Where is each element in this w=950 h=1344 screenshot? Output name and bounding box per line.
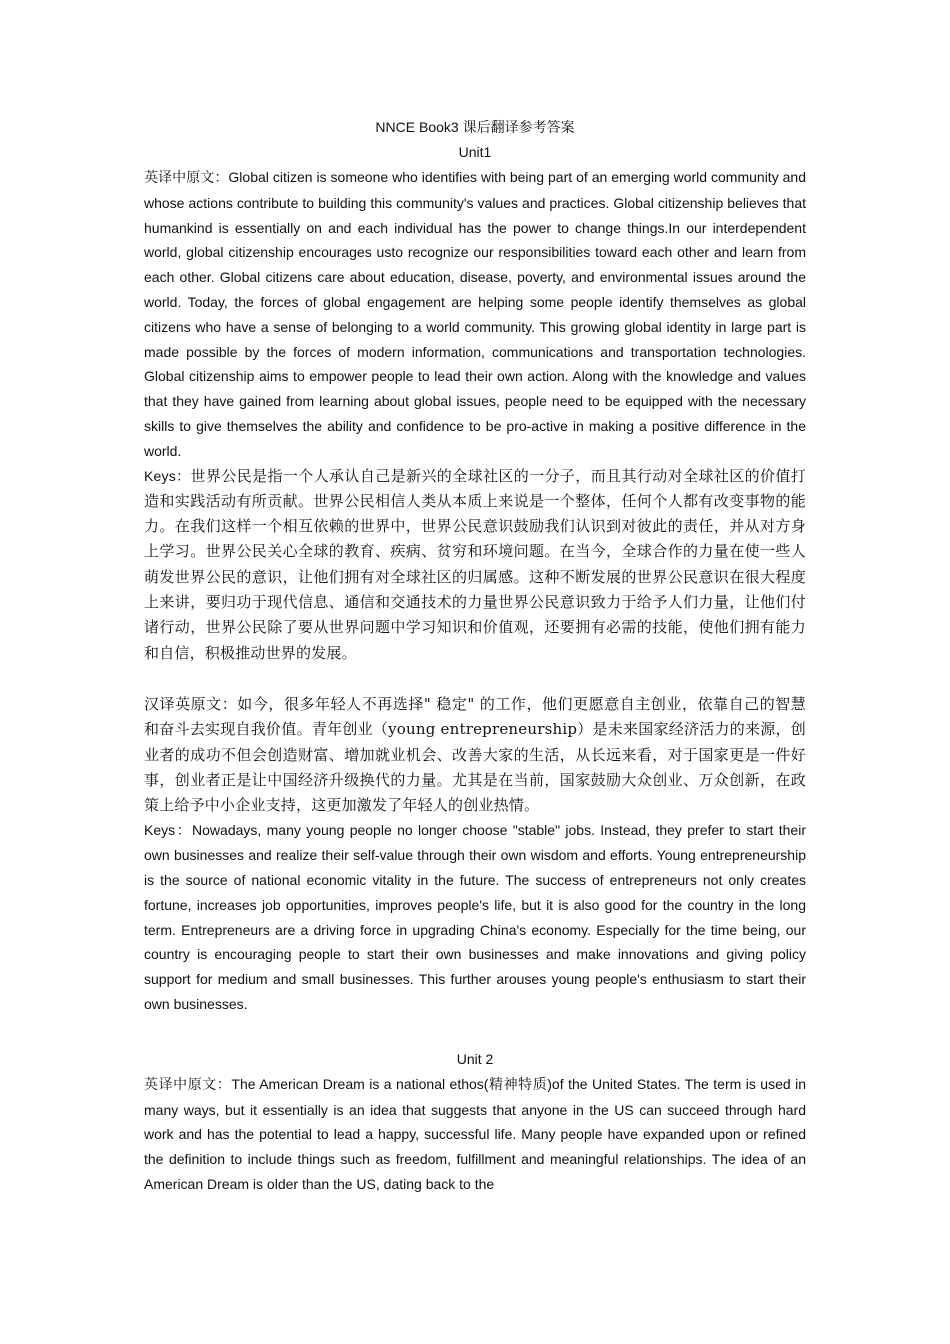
unit1-zh-source-paragraph <box>144 692 806 818</box>
unit1-zh-source-text: 如今，很多年轻人不再选择" 稳定" 的工作，他们更愿意自主创业，依靠自己的智慧和奋斗去实现自我价值。青年创业（young entrepreneurship）是未来国家经济活力的来源，创业者的成功不但会创造财富、增加就业机会、改善大家的生活，从长远来看，对于国家更是一件好事，创业者正是让中国经济升级换代的力量。尤其是在当前，国家鼓励大众创业、万众创新，在政策上给予中小企业支持，这更加激发了年轻人的创业热情。 <box>144 694 806 815</box>
document-page <box>144 115 806 1197</box>
unit2-heading: Unit 2 <box>456 1050 494 1067</box>
unit1-keys2-text: Nowadays, many young people no longer choose "stable" jobs. Instead, they prefer to start their own businesses and realize their self-value through their own wisdom and efforts. Young entrepreneurship is the source of national economic vitality in the future. The success of entrepreneurs not only creates fortune, increases job opportunities, improves people's life, but it is also good for the country in the long term. Entrepreneurs are a driving force in upgrading China's economy. Especially for the time being, our country is encouraging people to start their own businesses and make innovations and giving policy support for medium and small businesses. This further arouses young people's enthusiasm to start their own businesses. <box>144 822 806 1012</box>
unit2-en-source-paragraph <box>144 1072 806 1197</box>
unit1-keys2-label: Keys： <box>144 822 193 839</box>
document-title: NNCE Book3 课后翻译参考答案 <box>375 119 575 135</box>
unit1-keys2-paragraph <box>144 818 806 1016</box>
unit1-keys1-text: 世界公民是指一个人承认自己是新兴的全球社区的一分子，而且其行动对全球社区的价值打造和实践活动有所贡献。世界公民相信人类从本质上来说是一个整体，任何个人都有改变事物的能力。在我们这样一个相互依赖的世界中，世界公民意识鼓励我们认识到对彼此的责任，并从对方身上学习。世界公民关心全球的教育、疾病、贫穷和环境问题。在当今，全球合作的力量在使一些人萌发世界公民的意识，让他们拥有对全球社区的归属感。这种不断发展的世界公民意识在很大程度上来讲，要归功于现代信息、通信和交通技术的力量世界公民意识致力于给予人们力量，让他们付诸行动，世界公民除了要从世界问题中学习知识和价值观，还要拥有必需的技能，使他们拥有能力和自信，积极推动世界的发展。 <box>144 466 806 662</box>
paragraph-spacer <box>144 1017 806 1047</box>
unit1-keys1-label: Keys： <box>144 467 191 484</box>
unit1-zh-source-label: 汉译英原文： <box>144 694 238 713</box>
unit1-keys1-paragraph <box>144 464 806 666</box>
unit2-en-source-text: The American Dream is a national ethos(精神特质)of the United States. The term is used in many ways, but it essentially is an idea that suggests that anyone in the US can succeed through hard work and has the potential to lead a happy, successful life. Many people have expanded upon or refined the definition to include things such as freedom, fulfillment and meaningful relationships. The idea of an American Dream is older than the US, dating back to the <box>144 1075 806 1192</box>
unit1-heading: Unit1 <box>458 144 492 160</box>
unit1-en-source-paragraph <box>144 165 806 464</box>
unit2-en-source-label: 英译中原文： <box>144 1076 232 1093</box>
unit1-en-source-text: Global citizen is someone who identifies with being part of an emerging world community and whose actions contribute to building this community's values and practices. Global citizenship believes that humankind is essentially on and each individual has the power to change things.In our interdependent world, global citizenship encourages usto recognize our responsibilities toward each other and learn from each other. Global citizens care about education, disease, poverty, and environmental issues around the world. Today, the forces of global engagement are helping some people identify themselves as global citizens who have a sense of belonging to a world community. This growing global identity in large part is made possible by the forces of modern information, communications and transportation technologies. Global citizenship aims to empower people to lead their own action. Along with the knowledge and values that they have gained from learning about global issues, people need to be equipped with the necessary skills to give themselves the ability and confidence to be pro-active in making a positive difference in the world. <box>144 169 807 459</box>
unit1-en-source-label: 英译中原文： <box>144 170 229 186</box>
paragraph-spacer <box>144 666 806 692</box>
